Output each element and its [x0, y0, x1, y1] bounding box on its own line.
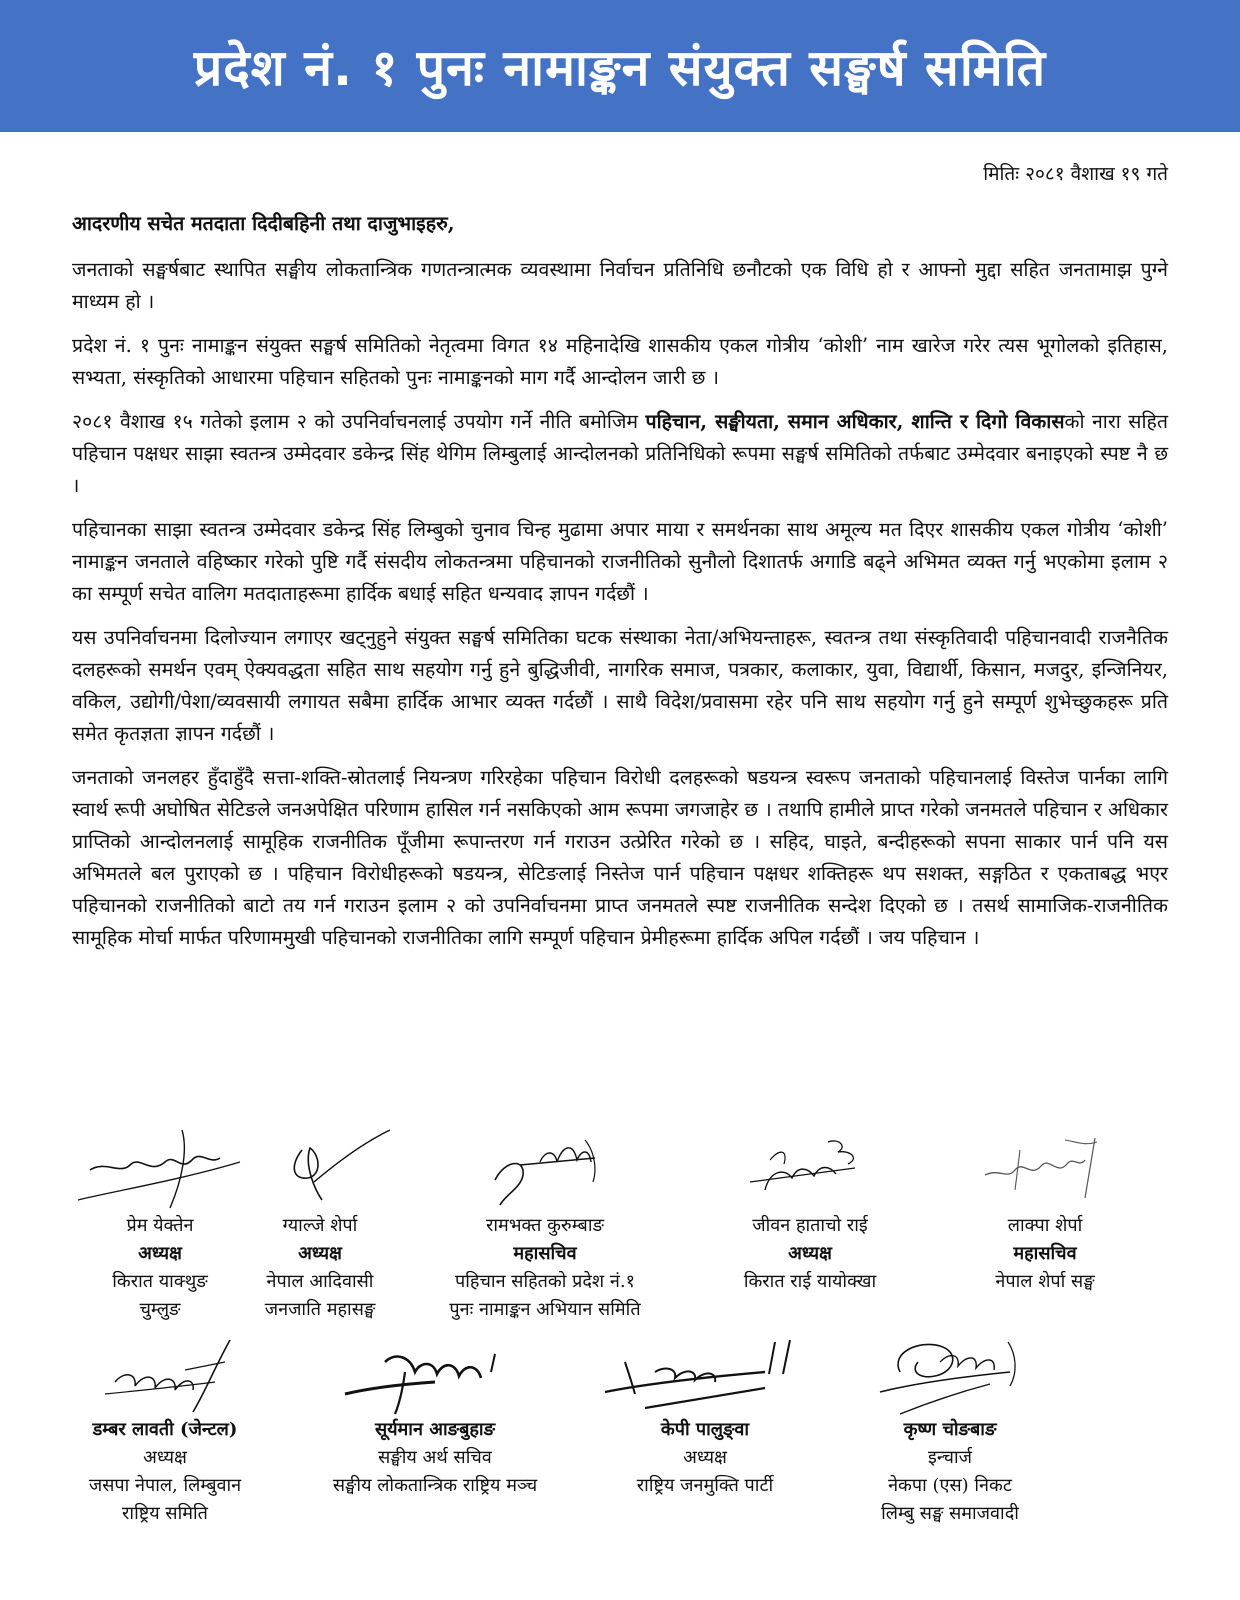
signatory-9-org-line2: लिम्बु सङ्घ समाजवादी [881, 1503, 1019, 1524]
paragraph-2: प्रदेश नं. १ पुनः नामाङ्कन संयुक्त सङ्घर्ष समितिको नेतृत्वमा विगत १४ महिनादेखि शासकीय एकल गोत्रीय ‘कोशी’ नाम खारेज गरेर त्यस भूगोलको इतिहास, सभ्यता, संस्कृतिको आधारमा पहिचान सहितको पुनः नामाङ्कनको माग गर्दै आन्दोलन जारी छ । [72, 334, 1168, 389]
paragraph-3-part-b: को नारा सहित पहिचान पक्षधर साझा स्वतन्त्र उम्मेदवार डकेन्द्र सिंह थेगिम लिम्बुलाई आन्दोलनको प्रतिनिधिको रूपमा सङ्घर्ष समितिको तर्फबाट उम्मेदवार बनाइएको स्पष्ट नै छ । [72, 410, 1168, 497]
signature-3 [445, 1120, 645, 1212]
signatory-5-name: लाक्पा शेर्पा [1007, 1215, 1083, 1236]
signatory-8-org-line1: राष्ट्रिय जनमुक्ति पार्टी [636, 1475, 774, 1496]
paragraph-5: यस उपनिर्वाचनमा दिलोज्यान लगाएर खट्नुहुने संयुक्त सङ्घर्ष समितिका घटक संस्थाका नेता/अभियन्ताहरू, स्वतन्त्र तथा संस्कृतिवादी पहिचानवादी राजनैतिक दलहरूको समर्थन एवम् ऐक्यवद्धता सहित साथ सहयोग गर्नु हुने बुद्धिजीवी, नागरिक समाज, पत्रकार, कलाकार, युवा, विद्यार्थी, किसान, मजदुर, इन्जिनियर, वकिल, उद्योगी/पेशा/व्यवसायी लगायत सबैमा हार्दिक आभार व्यक्त गर्दछौं । साथै विदेश/प्रवासमा रहेर पनि साथ सहयोग गर्नु हुने सम्पूर्ण शुभेच्छुकहरू प्रति समेत कृतज्ञता ज्ञापन गर्दछौं । [72, 626, 1168, 745]
signatory-3-org-line1: पहिचान सहितको प्रदेश नं.१ [455, 1271, 635, 1292]
signatory-6-org-line2: राष्ट्रिय समिति [122, 1503, 208, 1524]
signatory-6-name: डम्बर लावती (जेन्टल) [92, 1419, 238, 1440]
signature-2 [230, 1120, 410, 1212]
signatory-2-name: ग्याल्जे शेर्पा [282, 1215, 358, 1236]
signatory-2-org-line1: नेपाल आदिवासी [266, 1271, 374, 1292]
signatory-8-name: केपी पालुङ्वा [660, 1419, 750, 1440]
signature-9 [840, 1332, 1060, 1416]
signatory-3-org-line2: पुनः नामाङ्कन अभियान समिति [449, 1299, 641, 1320]
signatory-7 [290, 1332, 580, 1500]
signatory-5 [935, 1120, 1155, 1296]
signatory-2 [220, 1120, 420, 1324]
signatory-5-role: महासचिव [1013, 1243, 1077, 1264]
signature-5 [945, 1120, 1145, 1212]
signatory-5-org-line1: नेपाल शेर्पा सङ्घ [995, 1271, 1095, 1292]
paragraph-3 [72, 406, 1168, 502]
signatory-3 [400, 1120, 690, 1324]
signatory-8 [575, 1332, 835, 1500]
signatory-2-org-line2: जनजाति महासङ्घ [264, 1299, 376, 1320]
signatory-6 [55, 1332, 275, 1528]
signatory-9-org-line1: नेकपा (एस) निकट [888, 1475, 1012, 1496]
salutation: आदरणीय सचेत मतदाता दिदीबहिनी तथा दाजुभाइहरु, [72, 212, 455, 235]
paragraph-3-part-a: २०८१ वैशाख १५ गतेको इलाम २ को उपनिर्वाचनलाई उपयोग गर्ने नीति बमोजिम [72, 410, 646, 433]
signatory-7-org-line1: सङ्घीय लोकतान्त्रिक राष्ट्रिय मञ्च [332, 1475, 538, 1496]
signatory-4 [700, 1120, 920, 1296]
paragraph-3-slogan: पहिचान, सङ्घीयता, समान अधिकार, शान्ति र दिगो विकास [645, 410, 1065, 433]
paragraph-1: जनताको सङ्घर्षबाट स्थापित सङ्घीय लोकतान्त्रिक गणतन्त्रात्मक व्यवस्थामा निर्वाचन प्रतिनिधि छनौटको एक विधि हो र आफ्नो मुद्दा सहित जनतामाझ पुग्ने माध्यम हो । [72, 258, 1168, 313]
signatory-3-name: रामभक्त कुरुम्बाङ [486, 1215, 604, 1236]
signatory-4-org-line1: किरात राई यायोक्खा [743, 1271, 877, 1292]
signatory-2-role: अध्यक्ष [298, 1243, 342, 1264]
signatory-1-org-line2: चुम्लुङ [139, 1299, 181, 1320]
signatory-1-name: प्रेम येक्तेन [126, 1215, 194, 1236]
header-banner [0, 0, 1240, 132]
signatory-4-role: अध्यक्ष [788, 1243, 832, 1264]
signatory-8-role: अध्यक्ष [683, 1447, 727, 1468]
signatory-7-name: सूर्यमान आङबुहाङ [374, 1419, 496, 1440]
letter-body [72, 208, 1168, 966]
page-title: प्रदेश नं. १ पुनः नामाङ्कन संयुक्त सङ्घर्ष समिति [193, 39, 1047, 97]
signatory-9-role: इन्चार्ज [927, 1447, 972, 1468]
signatory-9 [820, 1332, 1080, 1528]
paragraph-4: पहिचानका साझा स्वतन्त्र उम्मेदवार डकेन्द्र सिंह लिम्बुको चुनाव चिन्ह मुढामा अपार माया र समर्थनका साथ अमूल्य मत दिएर शासकीय एकल गोत्रीय ‘कोशी’ नामाङ्कन जनताले वहिष्कार गरेको पुष्टि गर्दै संसदीय लोकतन्त्रमा पहिचानको राजनीतिको सुनौलो दिशातर्फ अगाडि बढ्ने अभिमत व्यक्त गर्नु भएकोमा इलाम २ का सम्पूर्ण सचेत वालिग मतदाताहरूमा हार्दिक बधाई सहित धन्यवाद ज्ञापन गर्दछौं । [72, 518, 1168, 605]
signatory-6-role: अध्यक्ष [143, 1447, 187, 1468]
paragraph-6: जनताको जनलहर हुँदाहुँदै सत्ता-शक्ति-स्रोतलाई नियन्त्रण गरिरहेका पहिचान विरोधी दलहरूको षडयन्त्र स्वरूप जनताको पहिचानलाई विस्तेज पार्नका लागि स्वार्थ रूपी अघोषित सेटिङले जनअपेक्षित परिणाम हासिल गर्न नसकिएको आम रूपमा जगजाहेर छ । तथापि हामीले प्राप्त गरेको जनमतले पहिचान र अधिकार प्राप्तिको आन्दोलनलाई सामूहिक राजनीतिक पूँजीमा रूपान्तरण गर्न गराउन उत्प्रेरित गरेको छ । सहिद, घाइते, बन्दीहरूको सपना साकार पार्न पनि यस अभिमतले बल पुराएको छ । पहिचान विरोधीहरूको षडयन्त्र, सेटिङलाई निस्तेज पार्न पहिचान पक्षधर शक्तिहरू थप सशक्त, सङ्गठित र एकताबद्ध भएर पहिचानको राजनीतिको बाटो तय गर्न गराउन इलाम २ को उपनिर्वाचनमा प्राप्त जनमतले स्पष्ट राजनीतिक सन्देश दिएको छ । तसर्थ सामाजिक-राजनीतिक सामूहिक मोर्चा मार्फत परिणाममुखी पहिचानको राजनीतिका लागि सम्पूर्ण पहिचान प्रेमीहरूमा हार्दिक अपिल गर्दछौं । जय पहिचान । [72, 766, 1168, 949]
signature-6 [65, 1332, 265, 1416]
letter-date: मितिः २०८१ वैशाख १९ गते [983, 163, 1168, 185]
signature-8 [585, 1332, 825, 1416]
signatory-7-role: सङ्घीय अर्थ सचिव [378, 1447, 492, 1468]
signatory-1-org-line1: किरात याक्थुङ [112, 1271, 208, 1292]
signatory-9-name: कृष्ण चोङबाङ [903, 1419, 997, 1440]
signatory-3-role: महासचिव [513, 1243, 577, 1264]
signatory-1-role: अध्यक्ष [138, 1243, 182, 1264]
signature-7 [315, 1332, 555, 1416]
signatory-6-org-line1: जसपा नेपाल, लिम्बुवान [88, 1475, 242, 1496]
signature-4 [710, 1120, 910, 1212]
signatory-4-name: जीवन हाताचो राई [752, 1215, 868, 1236]
